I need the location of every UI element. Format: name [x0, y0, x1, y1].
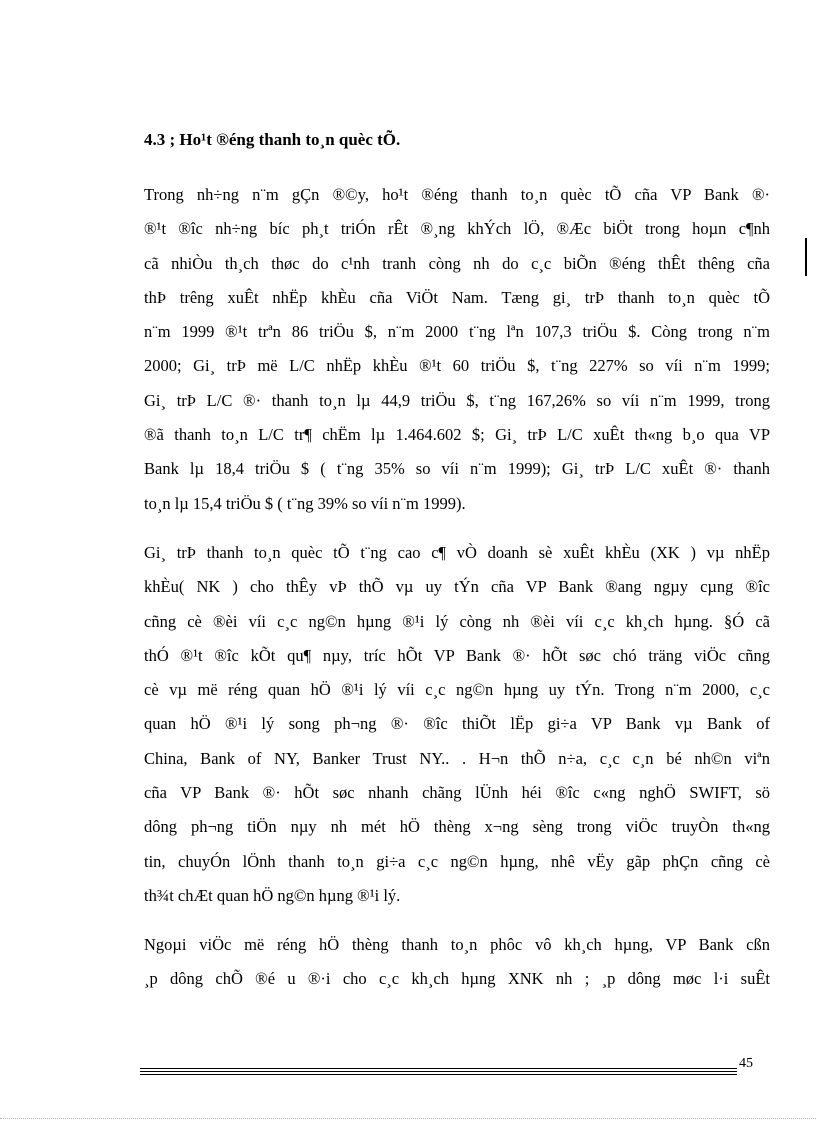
text-line: khÈu( NK ) cho thÊy vÞ thÕ vµ uy tÝn cña VP Bank ®ang ngµy cµng ®îc — [144, 577, 770, 597]
text-line: ®¹t ®îc nh÷ng bíc ph¸t triÓn rÊt ®¸ng khÝch lÖ, ®Æc biÖt trong hoµn c¶nh — [144, 219, 770, 239]
page-bottom-border — [0, 1118, 816, 1119]
text-line: dông ph¬ng tiÖn nµy nh mét hÖ thèng x¬ng sèng trong viÖc truyÒn th«ng — [144, 817, 770, 837]
text-line: Gi¸ trÞ L/C ®· thanh to¸n lµ 44,9 triÖu $, t¨ng 167,26% so víi n¨m 1999, trong — [144, 390, 770, 410]
text-line: th¾t chÆt quan hÖ ng©n hµng ®¹i lý. — [144, 885, 401, 905]
paragraph-1 — [144, 178, 770, 521]
paragraph-3 — [144, 928, 770, 997]
text-line: cña VP Bank ®· hÕt søc nhanh chãng lÜnh héi ®îc c«ng nghÖ SWIFT, sö — [144, 783, 770, 803]
page-number: 45 — [739, 1056, 753, 1071]
paragraph-2 — [144, 536, 770, 913]
text-line: n¨m 1999 ®¹t trªn 86 triÖu $, n¨m 2000 t¨ng lªn 107,3 triÖu $. Còng trong n¨m — [144, 322, 770, 342]
text-line: Bank lµ 18,4 triÖu $ ( t¨ng 35% so víi n¨m 1999); Gi¸ trÞ L/C xuÊt ®· thanh — [144, 459, 770, 479]
footer-rule — [140, 1074, 737, 1075]
text-line: Gi¸ trÞ thanh to¸n quèc tÕ t¨ng cao c¶ vÒ doanh sè xuÊt khÈu (XK ) vµ nhËp — [144, 543, 770, 562]
text-line: thÓ ®¹t ®îc kÕt qu¶ nµy, tríc hÕt VP Bank ®· hÕt søc chó träng viÖc cñng — [144, 645, 770, 665]
text-line: Trong nh÷ng n¨m gÇn ®©y, ho¹t ®éng thanh to¸n quèc tÕ cña VP Bank ®· — [144, 185, 770, 204]
text-line: quan hÖ ®¹i lý song ph¬ng ®· ®îc thiÕt lËp gi÷a VP Bank vµ Bank of — [144, 714, 770, 734]
footer-rule — [140, 1068, 737, 1069]
text-line: cñng cè ®èi víi c¸c ng©n hµng ®¹i lý còng nh ®èi víi c¸c kh¸ch hµng. §Ó cã — [144, 611, 770, 631]
text-line: to¸n lµ 15,4 triÖu $ ( t¨ng 39% so víi n¨m 1999). — [144, 493, 466, 513]
footer-rule — [140, 1071, 737, 1072]
text-line: cè vµ më réng quan hÖ ®¹i lý víi c¸c ng©n hµng uy tÝn. Trong n¨m 2000, c¸c — [144, 680, 770, 700]
text-line: Ngoµi viÖc më réng hÖ thèng thanh to¸n phôc vô kh¸ch hµng, VP Bank cßn — [144, 935, 770, 954]
section-heading: 4.3 ; Ho¹t ®éng thanh to¸n quèc tÕ. — [144, 130, 401, 149]
text-line: China, Bank of NY, Banker Trust NY.. . H¬n thÕ n÷a, c¸c c¸n bé nh©n viªn — [144, 748, 770, 768]
text-line: thÞ trêng xuÊt nhËp khÈu cña ViÖt Nam. Tæng gi¸ trÞ thanh to¸n quèc tÕ — [144, 287, 770, 307]
margin-change-bar — [805, 238, 807, 276]
text-line: ®ã thanh to¸n L/C tr¶ chËm lµ 1.464.602 $; Gi¸ trÞ L/C xuÊt th«ng b¸o qua VP — [144, 425, 770, 445]
text-line: ¸p dông chÕ ®é u ®·i cho c¸c kh¸ch hµng XNK nh ; ¸p dông møc l·i suÊt — [144, 969, 770, 989]
text-line: cã nhiÒu th¸ch thøc do c¹nh tranh còng nh do c¸c biÕn ®éng thÊt thêng cña — [144, 253, 770, 273]
text-line: tin, chuyÓn lÖnh thanh to¸n gi÷a c¸c ng©n hµng, nhê vËy gãp phÇn cñng cè — [144, 851, 770, 871]
text-line: 2000; Gi¸ trÞ më L/C nhËp khÈu ®¹t 60 triÖu $, t¨ng 227% so víi n¨m 1999; — [144, 356, 770, 376]
